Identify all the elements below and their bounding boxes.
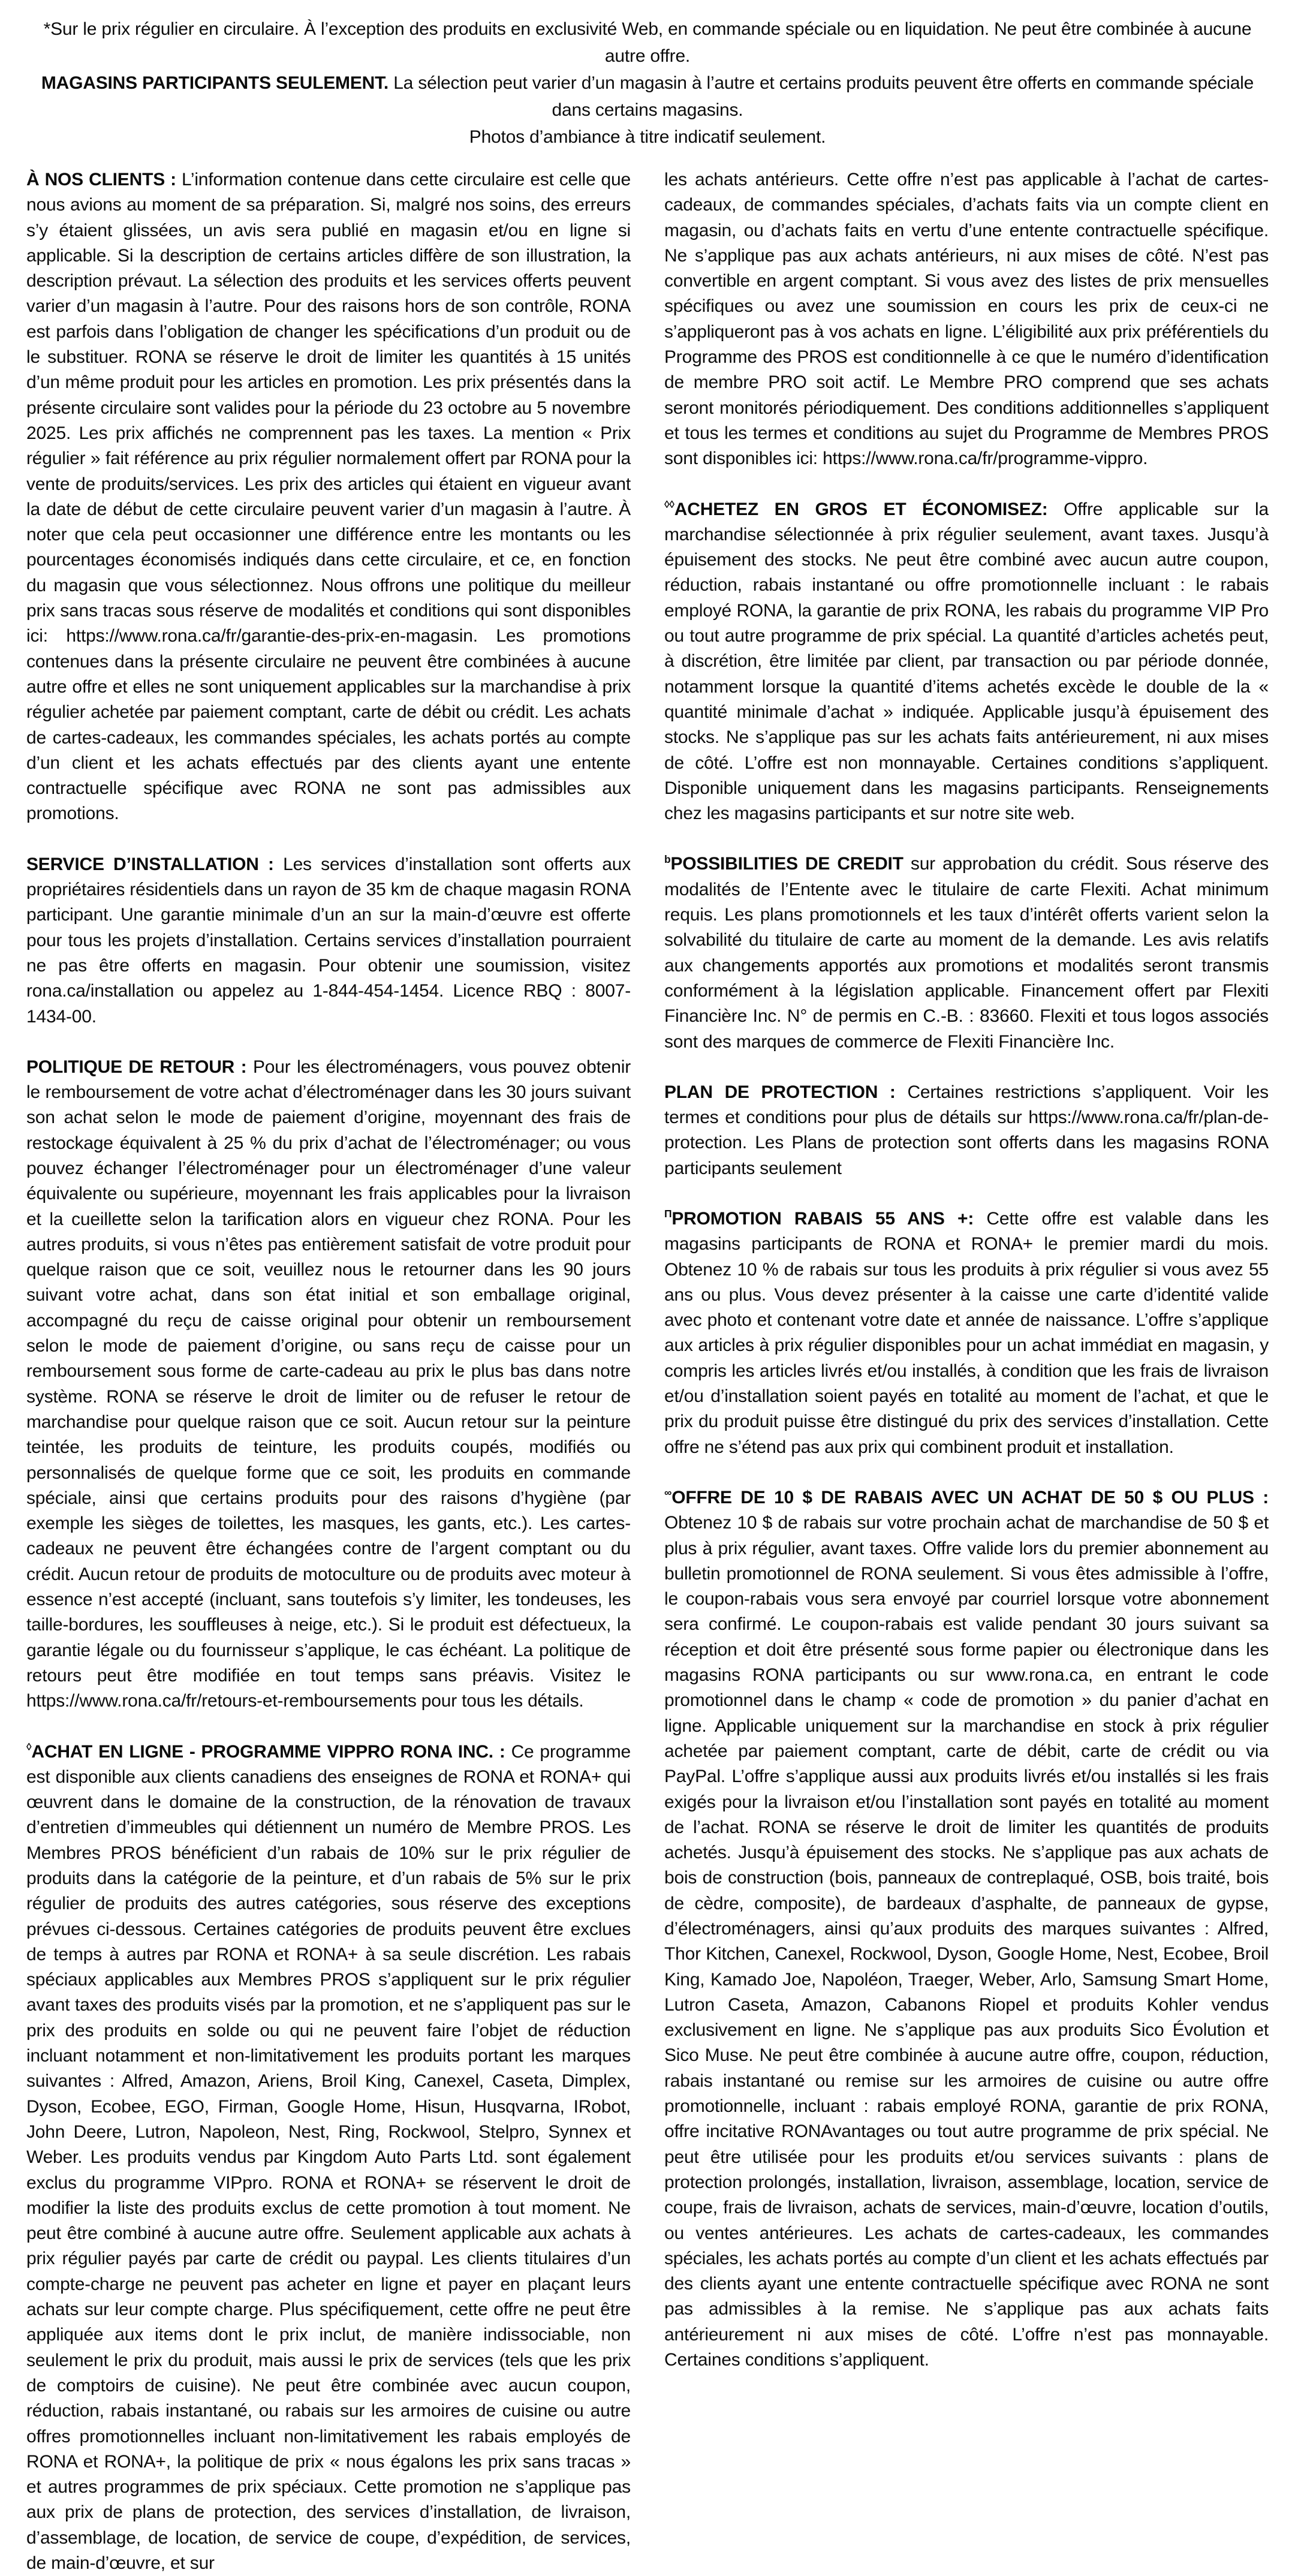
section-possibilites-credit [664, 851, 1269, 1054]
section-promotion-55-ans-header [664, 1209, 974, 1229]
section-service-installation [26, 852, 631, 1030]
header-text: ACHETEZ EN GROS ET ÉCONOMISEZ: [674, 499, 1048, 519]
footnote-mark-b: b [664, 853, 671, 865]
section-plan-de-protection-header [664, 1082, 896, 1102]
top-note-line3-text: Photos d’ambiance à titre indicatif seulement. [469, 127, 826, 147]
section-possibilites-credit-header [664, 854, 904, 874]
footnote-mark-infinity: ∞ [664, 1486, 672, 1499]
section-plan-de-protection-body: Certaines restrictions s’appliquent. Voir les termes et conditions pour plus de détails sur https://www.rona.ca/fr/plan-de-protection. Les Plans de protection sont offerts dans les magasins RONA participants seulement [664, 1082, 1269, 1178]
section-plan-de-protection [664, 1080, 1269, 1181]
section-possibilites-credit-body: sur approbation du crédit. Sous réserve des modalités de l’Entente avec le titulaire de carte Flexiti. Achat minimum requis. Les plans promotionnels et les taux d’intérêt offerts varient selon la solvabilité du titulaire de carte au moment de la demande. Les avis relatifs aux changements apportés aux promotions et modalités seront transmis conformément à la législation applicable. Financement offert par Flexiti Financière Inc. N° de permis en C.-B. : 83660. Flexiti et tous logos associés sont des marques de commerce de Flexiti Financière Inc. [664, 854, 1269, 1052]
top-note-line1 [24, 16, 1271, 70]
left-column [26, 167, 631, 2576]
section-a-nos-clients-body: L’information contenue dans cette circulaire est celle que nous avions au moment de sa préparation. Si, malgré nos soins, des erreurs s’y étaient glissées, un avis sera publié en magasin et/ou en ligne si applicable. Si la description de certains articles diffère de son illustration, la description prévaut. La sélection des produits et les services offerts peuvent varier d’un magasin à l’autre. Pour des raisons hors de son contrôle, RONA est parfois dans l’obligation de changer les spécifications d’un produit ou de le substituer. RONA se réserve le droit de limiter les quantités à 15 unités d’un même produit pour les articles en promotion. Les prix présentés dans la présente circulaire sont valides pour la période du 23 octobre au 5 novembre 2025. Les prix affichés ne comprennent pas les taxes. La mention « Prix régulier » fait référence au prix régulier normalement offert par RONA pour la vente de produits/services. Les prix des articles qui étaient en vigueur avant la date de début de cette circulaire peuvent varier d’un magasin à l’autre. À noter que cela peut occasionner une différence entre les montants ou les pourcentages économisés indiqués dans cette circulaire, et ce, en fonction du magasin que vous sélectionnez. Nous offrons une politique du meilleur prix sans tracas sous réserve de modalités et conditions qui sont disponibles ici: https://www.rona.ca/fr/garantie-des-prix-en-magasin. Les promotions contenues dans la présente circulaire ne peuvent être combinées à aucune autre offre et elles ne sont uniquement applicables sur la marchandise à prix régulier achetée par paiement comptant, carte de débit ou crédit. Les achats de cartes-cadeaux, les commandes spéciales, les achats portés au compte d’un client et les achats effectués par des clients ayant une entente contractuelle spécifique avec RONA ne sont pas admissibles aux promotions. [26, 170, 631, 824]
section-achat-en-ligne-vippro-header [26, 1742, 505, 1762]
section-promotion-55-ans-body: Cette offre est valable dans les magasins participants de RONA et RONA+ le premier mardi du mois. Obtenez 10 % de rabais sur tous les produits à prix régulier si vous avez 55 ans ou plus. Vous devez présenter à la caisse une carte d’identité valide avec photo et contenant votre date et année de naissance. L’offre s’applique aux articles à prix régulier disponibles pour un achat immédiat en magasin, y compris les articles livrés et/ou installés, à condition que les frais de livraison et/ou d’installation soient payés en totalité au moment de l’achat, et que le prix du produit puisse être distingué du prix des services d’installation. Cette offre ne s’étend pas aux prix qui combinent produit et installation. [664, 1208, 1269, 1457]
top-note-line3 [24, 124, 1271, 151]
header-text: PLAN DE PROTECTION : [664, 1082, 896, 1102]
section-offre-10-dollars-header [664, 1488, 1269, 1507]
section-offre-10-dollars-body: Obtenez 10 $ de rabais sur votre prochain achat de marchandise de 50 $ et plus à prix régulier, avant taxes. Offre valide lors du premier abonnement au bulletin promotionnel de RONA seulement. Si vous êtes admissible à l’offre, le coupon-rabais vous sera envoyé par courriel lorsque votre abonnement sera confirmé. Le coupon-rabais est valide pendant 30 jours suivant sa réception et doit être présenté sous forme papier ou électronique dans les magasins RONA participants ou sur www.rona.ca, en entrant le code promotionnel dans le champ « code de promotion » du panier d’achat en ligne. Applicable uniquement sur la marchandise en stock à prix régulier achetée par paiement comptant, carte de débit, carte de crédit ou via PayPal. L’offre s’applique aussi aux produits livrés et/ou installés si les frais exigés pour la livraison et/ou l’installation sont payés en totalité au moment de l’achat. RONA se réserve le droit de limiter les quantités de produits achetés. Jusqu’à épuisement des stocks. Ne s’applique pas aux achats de bois de construction (bois, panneaux de contreplaqué, OSB, bois traité, bois de cèdre, composite), de bardeaux d’asphalte, de panneaux de gypse, d’électroménagers, ainsi qu’aux produits des marques suivantes : Alfred, Thor Kitchen, Canexel, Rockwool, Dyson, Google Home, Nest, Ecobee, Broil King, Kamado Joe, Napoléon, Traeger, Weber, Arlo, Samsung Smart Home, Lutron Caseta, Amazon, Cabanons Riopel et produits Kohler vendus exclusivement en ligne. Ne s’applique pas aux produits Sico Évolution et Sico Muse. Ne peut être combinée à aucune autre offre, coupon, réduction, rabais instantané ou remise sur les armoires de cuisine ou autre offre promotionnelle, incluant : rabais employé RONA, garantie de prix RONA, offre incitative RONAvantages ou tout autre programme de prix spécial. Ne peut être utilisée pour les produits et/ou services suivants : plans de protection prolongés, installation, livraison, assemblage, location, service de coupe, frais de livraison, achats de services, main-d’œuvre, location d’outils, ou ventes antérieures. Les achats de cartes-cadeaux, les commandes spéciales, les achats portés au compte d’un client et les achats effectués par des clients ayant une entente contractuelle spécifique avec RONA ne sont pas admissibles à la remise. Ne s’applique pas aux achats faits antérieurement ni aux mises de côté. L’offre n’est pas monnayable. Certaines conditions s’appliquent. [664, 1513, 1269, 2370]
section-politique-retour-body: Pour les électroménagers, vous pouvez obtenir le remboursement de votre achat d’électroménager dans les 30 jours suivant son achat selon le mode de paiement d’origine, moyennant des frais de restockage équivalent à 25 % du prix d’achat de l’électroménager; ou vous pouvez échanger l’électroménager pour un électroménager d’une valeur équivalente ou supérieure, moyennant les frais applicables pour la livraison et la cueillette selon la tarification alors en vigueur chez RONA. Pour les autres produits, si vous n’êtes pas entièrement satisfait de votre produit pour quelque raison que ce soit, veuillez nous le retourner dans les 90 jours suivant votre achat, dans son état initial et son emballage original, accompagné du reçu de caisse original pour obtenir un remboursement selon le mode de paiement d’origine, ou sans reçu de caisse pour un remboursement sous forme de carte-cadeau au prix le plus bas dans notre système. RONA se réserve le droit de limiter ou de refuser le retour de marchandise pour quelque raison que ce soit. Aucun retour sur la peinture teintée, les produits de teinture, les produits coupés, modifiés ou personnalisés de quelque forme que ce soit, les produits en commande spéciale, ainsi que certains produits pour des raisons d’hygiène (par exemple les sièges de toilettes, les masques, les gants, etc.). Les cartes-cadeaux ne peuvent être échangées contre de l’argent comptant ou du crédit. Aucun retour de produits de motoculture ou de produits avec moteur à essence n’est accepté (incluant, sans toutefois s’y limiter, les tondeuses, les taille-bordures, les souffleuses à neige, etc.). Si le produit est défectueux, la garantie légale ou du fournisseur s’applique, le cas échéant. La politique de retours peut être modifiée en tout temps sans préavis. Visitez le https://www.rona.ca/fr/retours-et-remboursements pour tous les détails. [26, 1057, 631, 1711]
top-note-line1-text: *Sur le prix régulier en circulaire. À l’exception des produits en exclusivité Web, en commande spéciale ou en liquidation. Ne peut être combinée à aucune autre offre. [43, 19, 1252, 66]
header-text: PROMOTION RABAIS 55 ANS +: [671, 1208, 974, 1229]
header-text: ACHAT EN LIGNE - PROGRAMME VIPPRO RONA INC. : [31, 1741, 505, 1762]
top-note-line2 [24, 70, 1271, 124]
section-promotion-55-ans [664, 1206, 1269, 1460]
header-text: À NOS CLIENTS : [26, 170, 176, 189]
top-notes [0, 0, 1295, 151]
header-text: POSSIBILITIES DE CREDIT [670, 854, 904, 874]
section-politique-retour [26, 1055, 631, 1714]
section-service-installation-header [26, 854, 274, 874]
footnote-mark-pi: Π [664, 1208, 672, 1220]
header-text: OFFRE DE 10 $ DE RABAIS AVEC UN ACHAT DE 50 $ OU PLUS : [671, 1487, 1269, 1507]
section-a-nos-clients-header [26, 170, 176, 189]
section-offre-10-dollars [664, 1485, 1269, 2373]
section-achat-en-ligne-vippro [26, 1740, 631, 2576]
top-note-line2-text: La sélection peut varier d’un magasin à l’autre et certains produits peuvent être offerts en commande spéciale dans certains magasins. [393, 73, 1254, 120]
section-achat-en-ligne-vippro-body: Ce programme est disponible aux clients canadiens des enseignes de RONA et RONA+ qui œuvrent dans le domaine de la construction, de la rénovation de travaux d’entretien d’immeubles qui détiennent un numéro de Membre PROS. Les Membres PROS bénéficient d’un rabais de 10% sur le prix régulier de produits dans la catégorie de la peinture, et d’un rabais de 5% sur le prix régulier de produits des autres catégories, sous réserve des exceptions prévues ci-dessous. Certaines catégories de produits peuvent être exclues de temps à autres par RONA et RONA+ à sa seule discrétion. Les rabais spéciaux applicables aux Membres PROS s’appliquent sur le prix régulier avant taxes des produits visés par la promotion, et ne s’appliquent pas sur le prix des produits en solde ou qui ne peuvent faire l’objet de réduction incluant notamment et non-limitativement les produits portant les marques suivantes : Alfred, Amazon, Ariens, Broil King, Canexel, Caseta, Dimplex, Dyson, Ecobee, EGO, Firman, Google Home, Hisun, Husqvarna, IRobot, John Deere, Lutron, Napoleon, Nest, Ring, Rockwool, Stelpro, Synnex et Weber. Les produits vendus par Kingdom Auto Parts Ltd. sont également exclus du programme VIPpro. RONA et RONA+ se réservent le droit de modifier la liste des produits exclus de cette promotion à tout moment. Ne peut être combiné à aucune autre offre. Seulement applicable aux achats à prix régulier payés par carte de crédit ou paypal. Les clients titulaires d’un compte-charge ne peuvent pas acheter en ligne et payer en plaçant leurs achats sur leur compte charge. Plus spécifiquement, cette offre ne peut être appliquée aux items dont le prix inclut, de manière indissociable, non seulement le prix du produit, mais aussi le prix de services (tels que les prix de comptoirs de cuisine). Ne peut être combinée avec aucun coupon, réduction, rabais instantané, ou rabais sur les armoires de cuisine ou autre offres promotionnelles incluant non-limitativement les rabais employés de RONA et RONA+, la politique de prix « nous égalons les prix sans tracas » et autres programmes de prix spéciaux. Cette promotion ne s’applique pas aux prix de plans de protection, des services d’installation, de livraison, d’assemblage, de location, de service de coupe, d’expédition, de services, de main-d’œuvre, et sur [26, 1741, 631, 2574]
section-a-nos-clients [26, 167, 631, 827]
section-service-installation-body: Les services d’installation sont offerts aux propriétaires résidentiels dans un rayon de 35 km de chaque magasin RONA participant. Une garantie minimale d’un an sur la main-d’œuvre est offerte pour tous les projets d’installation. Certains services d’installation pourraient ne pas être offerts en magasin. Pour obtenir une soumission, visitez rona.ca/installation ou appelez au 1-844-454-1454. Licence RBQ : 8007-1434-00. [26, 854, 631, 1027]
section-achetez-en-gros-body: Offre applicable sur la marchandise sélectionnée à prix régulier seulement, avant taxes. Jusqu’à épuisement des stocks. Ne peut être combiné avec aucun autre coupon, réduction, rabais instantané ou offre promotionnelle incluant : le rabais employé RONA, la garantie de prix RONA, les rabais du programme VIP Pro ou tout autre programme de prix spécial. La quantité d’articles achetés peut, à discrétion, être limitée par client, par transaction ou par période donnée, notamment lorsque la quantité d’items achetés excède le double de la « quantité minimale d’achat » indiquée. Applicable jusqu’à épuisement des stocks. Ne s’applique pas sur les achats faits antérieurement, ni aux mises de côté. L’offre est non monnayable. Certaines conditions s’appliquent. Disponible uniquement dans les magasins participants. Renseignements chez les magasins participants et sur notre site web. [664, 499, 1269, 824]
header-text: POLITIQUE DE RETOUR : [26, 1057, 247, 1077]
section-vippro-continuation [664, 167, 1269, 472]
section-achetez-en-gros [664, 497, 1269, 827]
participating-stores-bold: MAGASINS PARTICIPANTS SEULEMENT. [41, 73, 389, 93]
section-achetez-en-gros-header [664, 499, 1048, 519]
section-vippro-continuation-body: les achats antérieurs. Cette offre n’est pas applicable à l’achat de cartes-cadeaux, de commandes spéciales, d’achats faits via un compte client en magasin, ou d’achats faits en vertu d’une entente contractuelle spécifique. Ne s’applique pas aux achats antérieurs, ni aux mises de côté. N’est pas convertible en argent comptant. Si vous avez des listes de prix mensuelles spécifiques ou avez une soumission en cours les prix de ceux-ci ne s’appliqueront pas à vos achats en ligne. L’éligibilité aux prix préférentiels du Programme des PROS est conditionnelle à ce que le numéro d’identification de membre PRO soit actif. Le Membre PRO comprend que ses achats seront monitorés périodiquement. Des conditions additionnelles s’appliquent et tous les termes et conditions au sujet du Programme de Membres PROS sont disponibles ici: https://www.rona.ca/fr/programme-vippro. [664, 170, 1269, 469]
section-politique-retour-header [26, 1057, 246, 1077]
header-text: SERVICE D’INSTALLATION : [26, 854, 274, 874]
right-column [664, 167, 1269, 2576]
legal-columns [0, 151, 1295, 2576]
footnote-mark-diamond: ◊ [26, 1740, 32, 1753]
footnote-mark-double-diamond: ◊◊ [664, 498, 674, 510]
